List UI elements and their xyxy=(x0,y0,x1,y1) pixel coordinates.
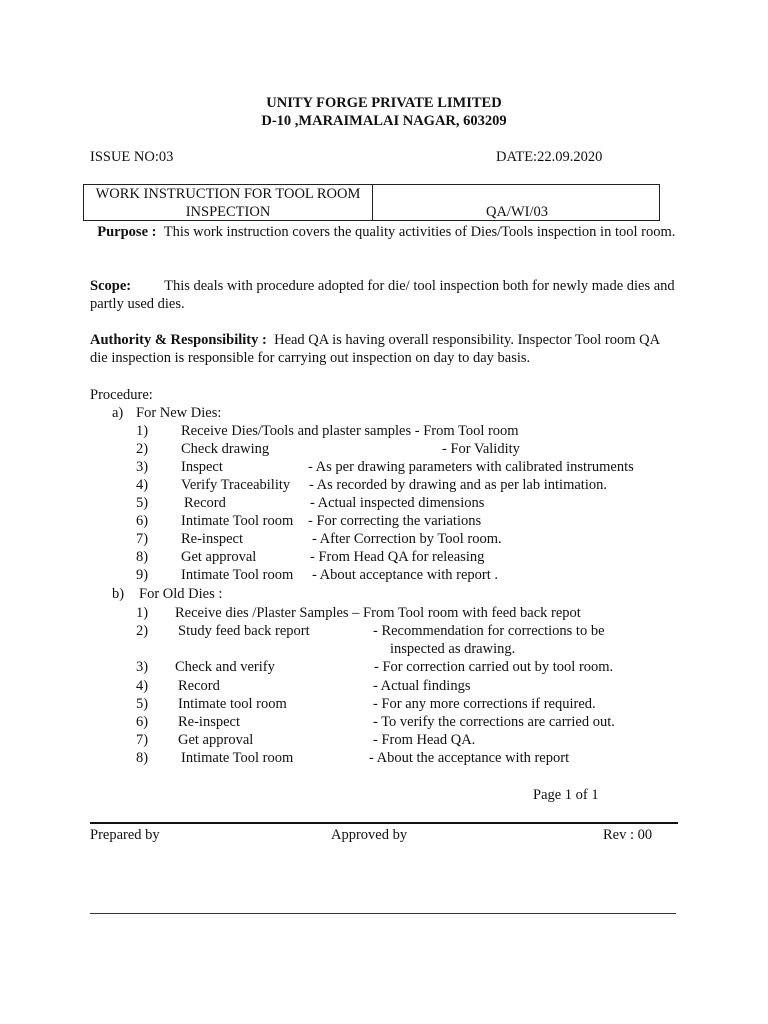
approved-by-label: Approved by xyxy=(331,827,408,843)
list-item: 8) Intimate Tool room - About the acceptance with report xyxy=(136,750,570,766)
list-item: 6) Re-inspect - To verify the corrections are carried out. xyxy=(136,714,615,730)
scope-section xyxy=(90,277,680,313)
list-item: 3) Inspect - As per drawing parameters with calibrated instruments xyxy=(136,459,634,475)
list-item: 7) Re-inspect - After Correction by Tool room. xyxy=(136,531,502,547)
list-item: 8) Get approval - From Head QA for releasing xyxy=(136,549,485,565)
list-item: 2) Study feed back report - Recommendation for corrections to be xyxy=(136,623,605,639)
list-item: 5) Intimate tool room - For any more corrections if required. xyxy=(136,696,596,712)
purpose-section xyxy=(90,223,680,241)
list-item: 9) Intimate Tool room - About acceptance with report . xyxy=(136,567,499,583)
list-item: 3) Check and verify - For correction carried out by tool room. xyxy=(136,659,614,675)
list-item: 2) Check drawing - For Validity xyxy=(136,441,520,457)
purpose-text: This work instruction covers the quality activities of Dies/Tools inspection in tool room. xyxy=(163,224,676,240)
list-item: 1) Receive dies /Plaster Samples – From Tool room with feed back repot xyxy=(136,605,581,621)
list-item: 7) Get approval - From Head QA. xyxy=(136,732,476,748)
list-item: 5) Record - Actual inspected dimensions xyxy=(136,495,485,511)
title-cell xyxy=(84,185,372,221)
signature-line xyxy=(90,913,676,914)
scope-text: This deals with procedure adopted for die/ tool inspection both for newly made dies and partly used dies. xyxy=(90,278,675,312)
list-item-continuation: inspected as drawing. xyxy=(390,641,516,657)
old-dies-heading xyxy=(0,585,768,603)
purpose-label: Purpose : xyxy=(97,224,157,240)
new-dies-title: For New Dies: xyxy=(136,405,222,421)
document-code: QA/WI/03 xyxy=(485,204,548,220)
list-item: 4) Verify Traceability - As recorded by drawing and as per lab intimation. xyxy=(136,477,607,493)
prepared-by-label: Prepared by xyxy=(90,827,160,843)
old-dies-title: For Old Dies : xyxy=(139,586,223,602)
title-table xyxy=(83,184,660,221)
list-item: 4) Record - Actual findings xyxy=(136,678,471,694)
page-number: Page 1 of 1 xyxy=(533,787,599,803)
issue-number: ISSUE NO:03 xyxy=(90,149,174,165)
footer-rule xyxy=(90,822,678,824)
authority-label: Authority & Responsibility : xyxy=(90,332,267,348)
title-line-2: INSPECTION xyxy=(185,204,271,220)
company-name: UNITY FORGE PRIVATE LIMITED xyxy=(266,95,502,111)
authority-section xyxy=(90,331,680,367)
revision-label: Rev : 00 xyxy=(603,827,653,843)
title-line-1: WORK INSTRUCTION FOR TOOL ROOM xyxy=(95,186,361,202)
list-item: 6) Intimate Tool room - For correcting the variations xyxy=(136,513,482,529)
issue-date: DATE:22.09.2020 xyxy=(496,149,603,165)
authority-text: Head QA is having overall responsibility. Inspector Tool room QA die inspection is responsible for carrying out inspection on day to day basis. xyxy=(90,332,660,366)
company-address: D-10 ,MARAIMALAI NAGAR, 603209 xyxy=(261,113,507,129)
new-dies-heading xyxy=(0,404,768,422)
procedure-heading: Procedure: xyxy=(90,387,153,403)
old-dies-marker: b) xyxy=(112,586,125,602)
list-item: 1) Receive Dies/Tools and plaster samples - From Tool room xyxy=(136,423,519,439)
new-dies-marker: a) xyxy=(112,405,124,421)
scope-label: Scope: xyxy=(90,278,132,294)
